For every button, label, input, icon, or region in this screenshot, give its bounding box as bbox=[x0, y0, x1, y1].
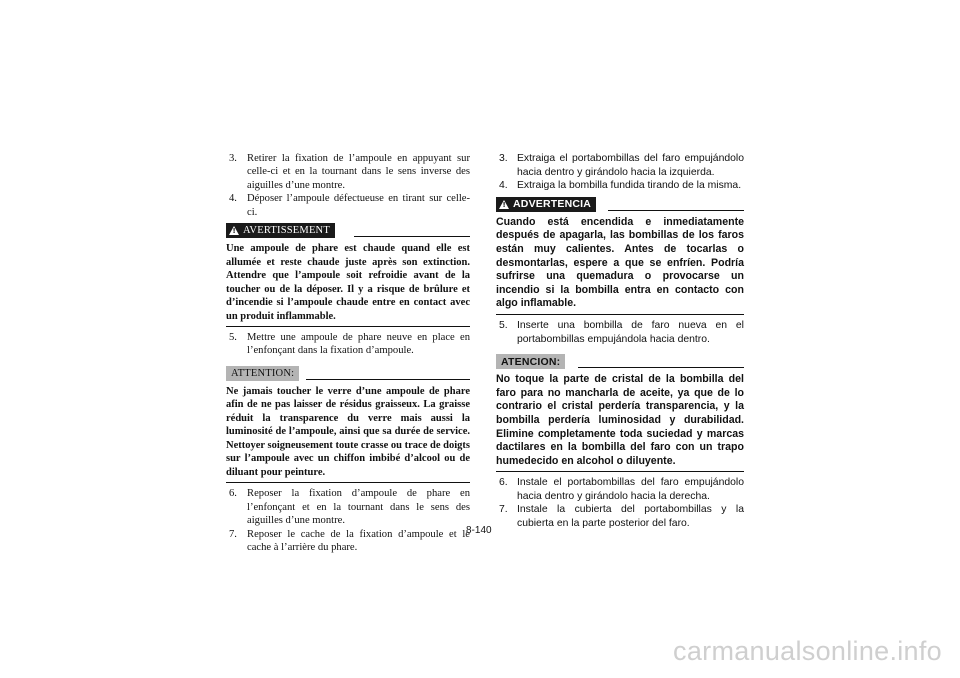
warning-triangle-icon bbox=[499, 200, 509, 209]
es-warning-badge: ! ADVERTENCIA bbox=[496, 197, 596, 212]
fr-attention-header bbox=[226, 366, 470, 382]
fr-step-3: 3. Retirer la fixation de l’ampoule en appuyant sur celle-ci et en la tournant dans le sens inverse des aiguilles d’une montre. bbox=[229, 153, 470, 191]
warning-triangle-icon bbox=[229, 226, 239, 235]
fr-attention-rule bbox=[306, 379, 470, 380]
es-warning-header bbox=[496, 197, 744, 213]
es-warning-text: Cuando está encendida e inmediatamente después de apagarla, las bombillas de los faros están muy calientes. Antes de tocarlas o desmontarlas, espere a que se enfríen. Podría sufrirse una quemadura o provocarse un incendio si la bombilla entra en contacto con algo inflamable. bbox=[496, 216, 744, 315]
fr-warning-badge: ! AVERTISSEMENT bbox=[226, 223, 335, 238]
es-step-5: 5. Inserte una bombilla de faro nueva en el portabombillas empujándola hacia dentro. bbox=[499, 319, 744, 345]
spanish-column bbox=[496, 152, 744, 531]
page-number: 8-140 bbox=[466, 525, 492, 536]
fr-step-5: 5. Mettre une ampoule de phare neuve en place en l’enfonçant dans la fixation d’ampoule. bbox=[229, 332, 470, 357]
es-step-3: 3. Extraiga el portabombillas del faro empujándolo hacia dentro y girándolo hacia la izquierda. bbox=[499, 153, 744, 178]
fr-warning-header bbox=[226, 223, 470, 239]
french-column bbox=[226, 152, 470, 554]
watermark-text: carmanualsonline.info bbox=[673, 636, 942, 666]
es-warning-rule bbox=[608, 210, 744, 211]
fr-warning-rule bbox=[354, 236, 470, 237]
es-attention-text: No toque la parte de cristal de la bombilla del faro para no mancharla de aceite, ya que de lo contrario el cristal perdería transparencia, y la bombilla perdería luminosidad y durabilidad. Elimine completamente toda suciedad y marcas dactilares en la bombilla del faro con un trapo humedecido en alcohol o diluyente. bbox=[496, 373, 744, 472]
fr-step-6: 6. Reposer la fixation d’ampoule de phare en l’enfonçant et en la tournant dans le sens des aiguilles d’une montre. bbox=[229, 488, 470, 527]
es-step-4: 4. Extraiga la bombilla fundida tirando de la misma. bbox=[499, 180, 742, 192]
es-step-6: 6. Instale el portabombillas del faro empujándolo hacia dentro y girándolo hacia la derecha. bbox=[499, 477, 744, 502]
es-attention-header bbox=[496, 354, 744, 370]
fr-step-4: 4. Déposer l’ampoule défectueuse en tirant sur celle-ci. bbox=[229, 193, 470, 218]
es-attention-rule bbox=[578, 367, 744, 368]
fr-step-7: 7. Reposer le cache de la fixation d’ampoule et le cache à l’arrière du phare. bbox=[229, 528, 470, 553]
es-attention-badge: ATENCION: bbox=[496, 354, 565, 369]
es-step-7: 7. Instale la cubierta del portabombillas y la cubierta en la parte posterior del faro. bbox=[499, 504, 744, 530]
fr-warning-text: Une ampoule de phare est chaude quand elle est allumée et reste chaude juste après son extinction. Attendre que l’ampoule soit refroidie avant de la toucher ou de la déposer. Il y a risque de brûlure et d’incendie si l’ampoule chaude entre en contact avec un produit inflammable. bbox=[226, 242, 470, 327]
fr-attention-text: Ne jamais toucher le verre d’une ampoule de phare afin de ne pas laisser de résidus graisseux. La graisse réduit la transparence du verre mais aussi la luminosité de l’ampoule, ainsi que sa durée de service. Nettoyer soigneusement toute crasse ou trace de doigts sur l’ampoule avec un chiffon imbibé d’alcool ou de diluant pour peinture. bbox=[226, 385, 470, 484]
fr-attention-badge: ATTENTION: bbox=[226, 366, 299, 381]
